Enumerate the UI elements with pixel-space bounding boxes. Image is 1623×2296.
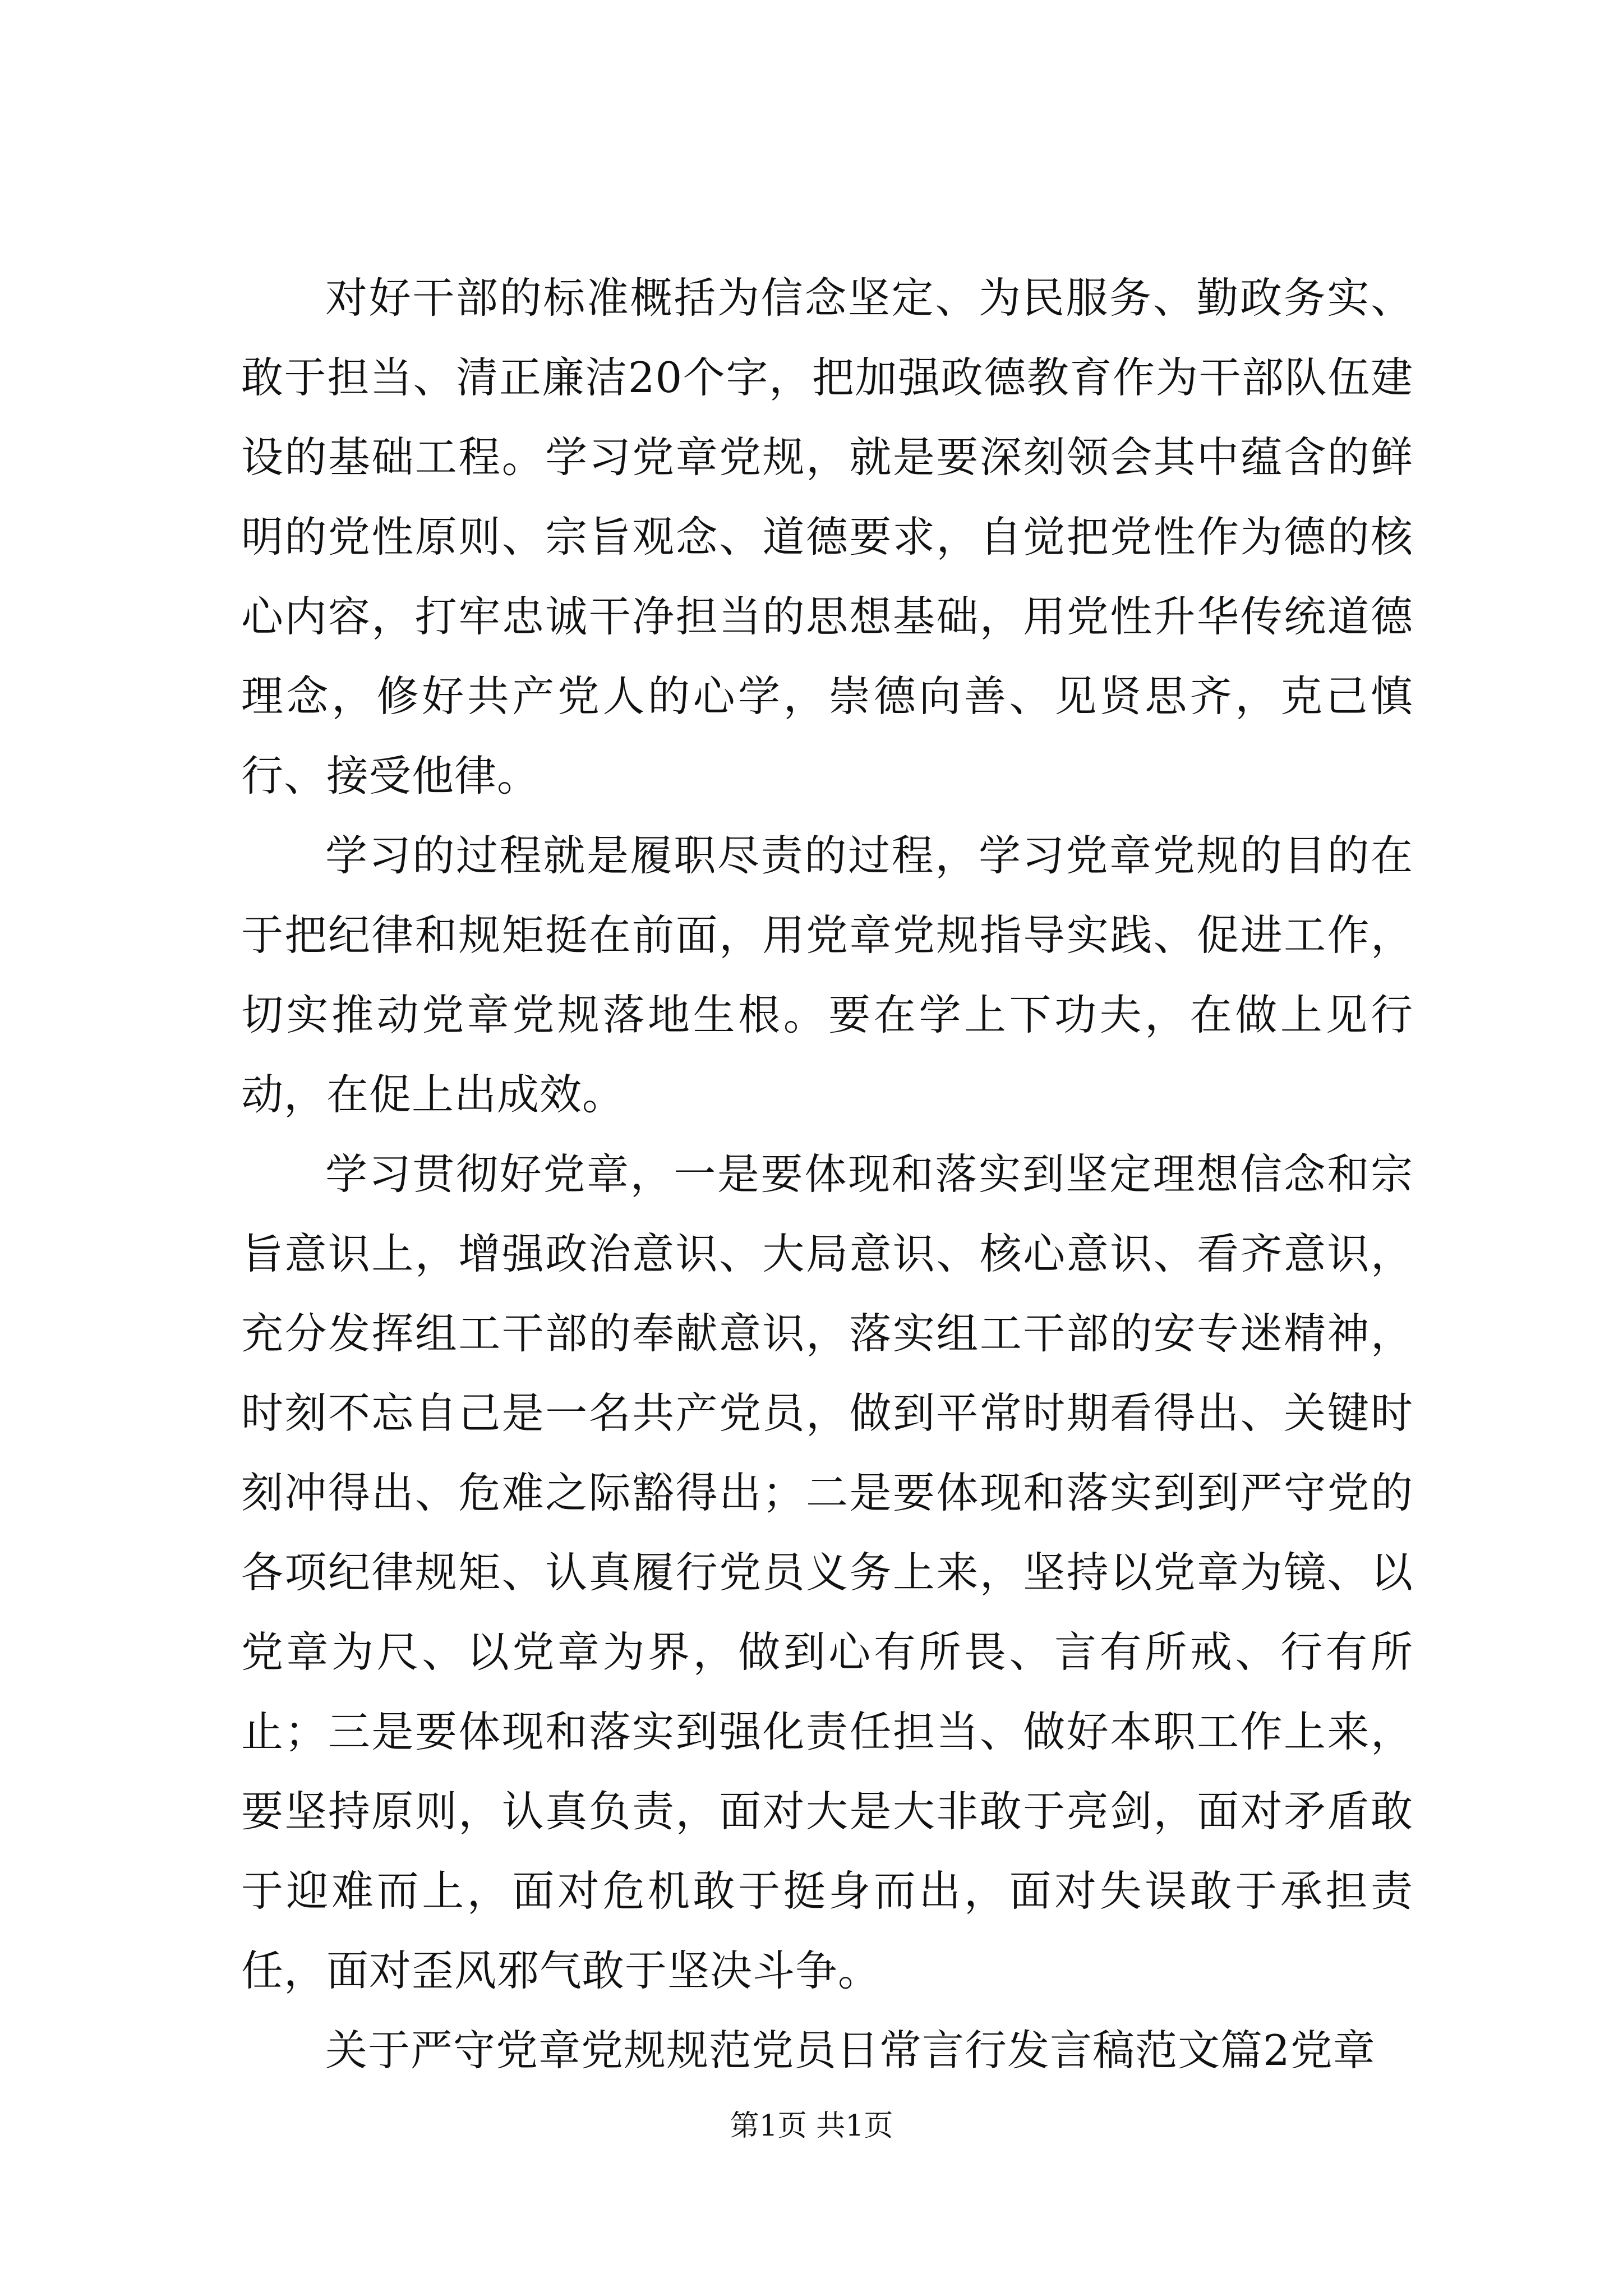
paragraph-1: 对好干部的标准概括为信念坚定、为民服务、勤政务实、敢于担当、清正廉洁20个字，把加强政德教育作为干部队伍建设的基础工程。学习党章党规，就是要深刻领会其中蕴含的鲜明的党性原则、宗旨观念、道德要求，自觉把党性作为德的核心内容，打牢忠诚干净担当的思想基础，用党性升华传统道德理念，修好共产党人的心学，崇德向善、见贤思齐，克己慎行、接受他律。: [241, 273, 1413, 800]
document-body: [241, 258, 1413, 2090]
paragraph-4: 关于严守党章党规规范党员日常言行发言稿范文篇2党章: [325, 2026, 1376, 2075]
page-number-footer: 第1页 共1页: [730, 2109, 893, 2143]
paragraph-3: 学习贯彻好党章，一是要体现和落实到坚定理想信念和宗旨意识上，增强政治意识、大局意识、核心意识、看齐意识，充分发挥组工干部的奉献意识，落实组工干部的安专迷精神，时刻不忘自己是一名共产党员，做到平常时期看得出、关键时刻冲得出、危难之际豁得出；二是要体现和落实到到严守党的各项纪律规矩、认真履行党员义务上来，坚持以党章为镜、以党章为尺、以党章为界，做到心有所畏、言有所戒、行有所止；三是要体现和落实到强化责任担当、做好本职工作上来，要坚持原则，认真负责，面对大是大非敢于亮剑，面对矛盾敢于迎难而上，面对危机敢于挺身而出，面对失误敢于承担责任，面对歪风邪气敢于坚决斗争。: [241, 1149, 1413, 1995]
paragraph-2: 学习的过程就是履职尽责的过程，学习党章党规的目的在于把纪律和规矩挺在前面，用党章党规指导实践、促进工作，切实推动党章党规落地生根。要在学上下功夫，在做上见行动，在促上出成效。: [241, 831, 1413, 1119]
